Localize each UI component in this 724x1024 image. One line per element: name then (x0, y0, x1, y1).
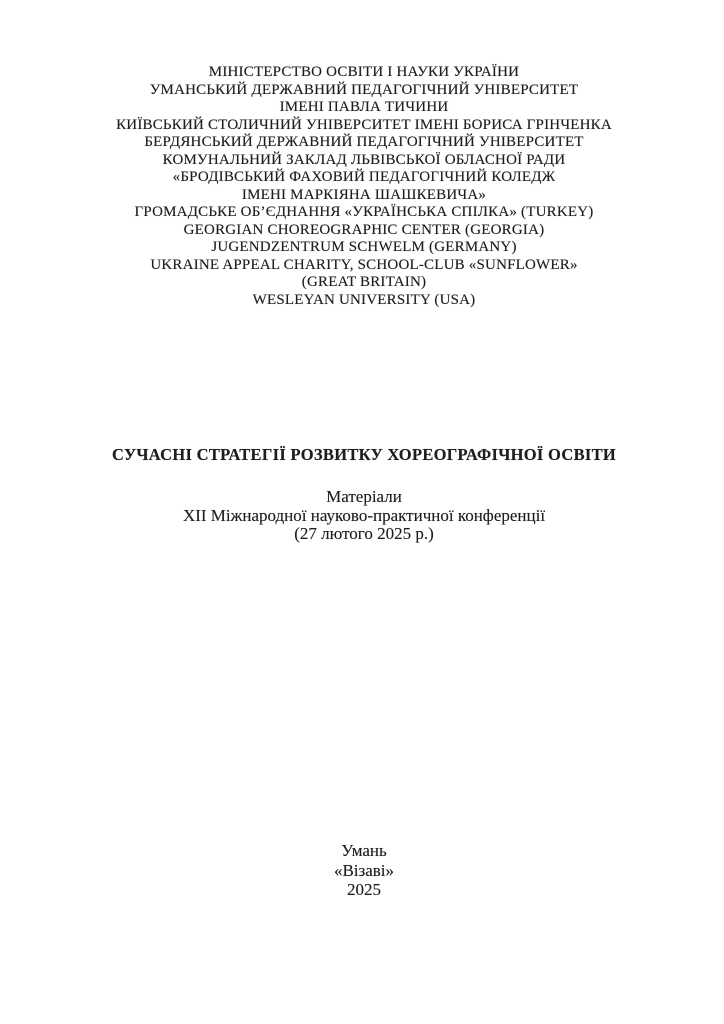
org-line: GEORGIAN CHOREOGRAPHIC CENTER (GEORGIA) (183, 221, 545, 238)
page-title: СУЧАСНІ СТРАТЕГІЇ РОЗВИТКУ ХОРЕОГРАФІЧНОЇ ОСВІТИ (111, 445, 617, 464)
subtitle-line-materials: Матеріали (326, 487, 402, 506)
org-line: КИЇВСЬКИЙ СТОЛИЧНИЙ УНІВЕРСИТЕТ ІМЕНІ БОРИСА ГРІНЧЕНКА (116, 116, 612, 133)
org-line: УМАНСЬКИЙ ДЕРЖАВНИЙ ПЕДАГОГІЧНИЙ УНІВЕРСИТЕТ (149, 81, 579, 98)
imprint-publisher: «Візаві» (333, 860, 395, 880)
subtitle-line-conference: XII Міжнародної науково-практичної конференції (182, 505, 546, 525)
org-line: БЕРДЯНСЬКИЙ ДЕРЖАВНИЙ ПЕДАГОГІЧНИЙ УНІВЕРСИТЕТ (144, 134, 584, 150)
org-line: (GREAT BRITAIN) (301, 274, 427, 290)
imprint-city: Умань (341, 841, 387, 860)
org-line: JUGENDZENTRUM SCHWELM (GERMANY) (211, 239, 517, 255)
imprint-year: 2025 (347, 880, 381, 899)
subtitle-block (4, 488, 724, 544)
org-line: ІМЕНІ ПАВЛА ТИЧИНИ (279, 99, 449, 115)
subtitle-line-date: (27 лютого 2025 р.) (294, 524, 434, 543)
organizations-block (4, 64, 724, 309)
org-line: МІНІСТЕРСТВО ОСВІТИ І НАУКИ УКРАЇНИ (208, 64, 520, 80)
org-line: UKRAINE APPEAL CHARITY, SCHOOL-CLUB «SUNFLOWER» (150, 256, 578, 273)
org-line: WESLEYAN UNIVERSITY (USA) (252, 291, 476, 308)
org-line: ГРОМАДСЬКЕ ОБ’ЄДНАННЯ «УКРАЇНСЬКА СПІЛКА» (TURKEY) (134, 204, 594, 220)
org-line: ІМЕНІ МАРКІЯНА ШАШКЕВИЧА» (241, 186, 487, 203)
org-line: «БРОДІВСЬКИЙ ФАХОВИЙ ПЕДАГОГІЧНИЙ КОЛЕДЖ (172, 169, 556, 185)
imprint-block (4, 841, 724, 900)
org-line: КОМУНАЛЬНИЙ ЗАКЛАД ЛЬВІВСЬКОЇ ОБЛАСНОЇ РАДИ (162, 151, 566, 168)
